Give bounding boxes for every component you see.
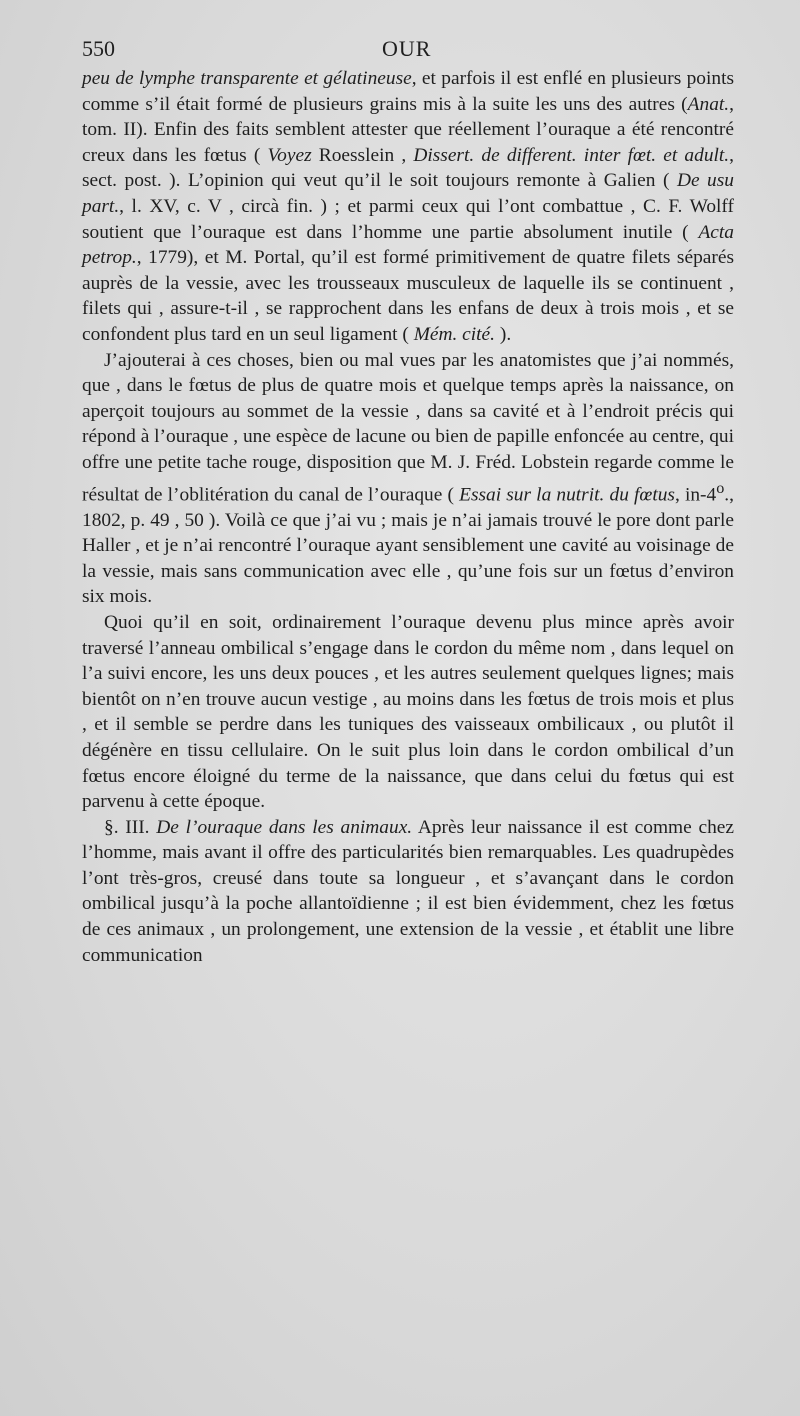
page-header <box>82 36 732 66</box>
page-number: 550 <box>82 36 115 61</box>
paragraph-4: §. III. De l’ouraque dans les animaux. Après leur naissance il est comme chez l’homme, mais avant il offre des particularités bien remarquables. Les quadrupèdes l’ont très-gros, creusé dans toute sa longueur , et s’avançant dans le cordon ombilical jusqu’à la poche allantoïdienne ; il est bien évidemment, chez les fœtus de ces animaux , un prolongement, une extension de la vessie , et établit une libre communication <box>82 816 734 966</box>
paragraph-3: Quoi qu’il en soit, ordinairement l’ouraque devenu plus mince après avoir traversé l’anneau ombilical s’engage dans le cordon du même nom , dans lequel on l’a suivi encore, les uns deux pouces , et les autres seulement quelques lignes; mais bientôt on n’en trouve aucun vestige , au moins dans les fœtus de trois mois et plus , et il semble se perdre dans les tuniques des vaisseaux ombilicaux , ou plutôt il dégénère en tissu cellulaire. On le suit plus loin dans le cordon ombilical d’un fœtus encore éloigné du terme de la naissance, que dans celui du fœtus qui est parvenu à cette époque. <box>82 611 734 813</box>
paragraph-2: J’ajouterai à ces choses, bien ou mal vues par les anatomistes que j’ai nommés, que , dans le fœtus de plus de quatre mois et quelque temps après la naissance, on aperçoit toujours au sommet de la vessie , dans sa cavité et à l’endroit précis qui répond à l’ouraque , une espèce de lacune ou bien de papille enfoncée au centre, qui offre une petite tache rouge, disposition que M. J. Fréd. Lobstein regarde comme le résultat de l’oblitération du canal de l’ouraque ( Essai sur la nutrit. du fœtus, in-4$^o$., 1802, p. 49 , 50 ). Voilà ce que j’ai vu ; mais je n’ai jamais trouvé le pore dont parle Haller , et je n’ai rencontré l’ouraque ayant sensiblement une cavité au voisinage de la vessie, mais sans communication avec elle , qu’une fois sur un fœtus d’environ six mois. <box>82 349 734 608</box>
paragraph-1: peu de lymphe transparente et gélatineuse, et parfois il est enflé en plusieurs points comme s’il était formé de plusieurs grains mis à la suite les uns des autres (Anat., tom. II). Enfin des faits semblent attester que réellement l’ouraque a été rencontré creux dans les fœtus ( Voyez Roesslein , Dissert. de different. inter fœt. et adult., sect. post. ). L’opinion qui veut qu’il le soit toujours remonte à Galien ( De usu part., l. XV, c. V , circà fin. ) ; et parmi ceux qui l’ont combattue , C. F. Wolff soutient que l’ouraque est dans l’homme une partie absolument inutile ( Acta petrop., 1779), et M. Portal, qu’il est formé primitivement de quatre filets séparés auprès de la vessie, avec les trousseaux musculeux de laquelle ils se continuent , filets qui , assure-t-il , se rapprochent dans les enfans de deux à trois mois , et se confondent plus tard en un seul ligament ( Mém. cité. ). <box>82 68 735 345</box>
running-head: OUR <box>382 36 432 61</box>
body-text <box>82 66 734 968</box>
